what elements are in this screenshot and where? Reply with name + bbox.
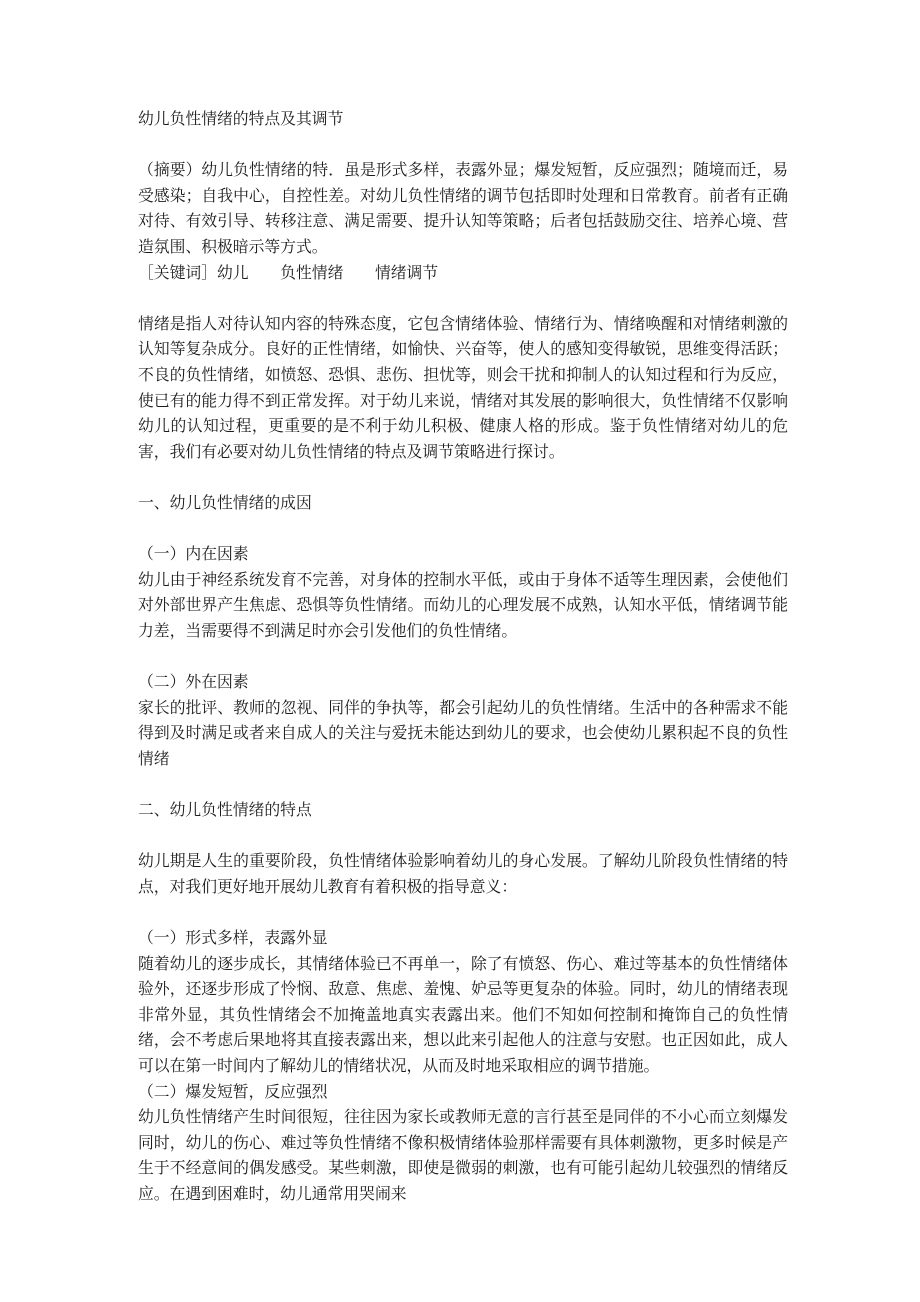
subsection-heading-external: （二）外在因素 <box>138 672 249 692</box>
spacer <box>138 823 788 849</box>
spacer <box>138 464 788 490</box>
section-heading-features: 二、幼儿负性情绪的特点 <box>138 800 312 820</box>
spacer <box>138 771 788 797</box>
subsection-text-diverse: 随着幼儿的逐步成长，其情绪体验已不再单一，除了有愤怒、伤心、难过等基本的负性情绪体验外，还逐步形成了怜悯、敌意、焦虑、羞愧、妒忌等更复杂的体验。同时，幼儿的情绪表现非常外显，其负性情绪会不加掩盖地真实表露出来。他们不知如何控制和掩饰自己的负性情绪，会不考虑后果地将其直接表露出来，想以此来引起他人的注意与安慰。也正因如此，成人可以在第一时间内了解幼儿的情绪状况，从而及时地采取相应的调节措施。 <box>138 953 788 1075</box>
document-page <box>138 106 788 1207</box>
keywords-line: ［关键词］幼儿 负性情绪 情绪调节 <box>138 262 439 282</box>
abstract-paragraph: （摘要）幼儿负性情绪的特．虽是形式多样，表露外显；爆发短暂，反应强烈；随境而迁，易受感染；自我中心，自控性差。对幼儿负性情绪的调节包括即时处理和日常教育。前者有正确对待、有效引导、转移注意、满足需要、提升认知等策略；后者包括鼓励交往、培养心境、营造氛围、积极暗示等方式。 <box>138 160 788 256</box>
subsection-text-external: 家长的批评、教师的忽视、同伴的争执等，都会引起幼儿的负性情绪。生活中的各种需求不能得到及时满足或者来自成人的关注与爱抚未能达到幼儿的要求，也会使幼儿累积起不良的负性情绪 <box>138 697 788 768</box>
subsection-heading-diverse: （一）形式多样，表露外显 <box>138 928 328 947</box>
subsection-text-internal: 幼儿由于神经系统发育不完善，对身体的控制水平低，或由于身体不适等生理因素，会使他们对外部世界产生焦虑、恐惧等负性情绪。而幼儿的心理发展不成熟，认知水平低，情绪调节能力差，当需要得不到满足时亦会引发他们的负性情绪。 <box>138 569 788 640</box>
spacer <box>138 899 788 925</box>
spacer <box>138 643 788 669</box>
spacer <box>138 516 788 542</box>
subsection-text-burst: 幼儿负性情绪产生时间很短，往往因为家长或教师无意的言行甚至是同伴的不小心而立刻爆发同时，幼儿的伤心、难过等负性情绪不像积极情绪体验那样需要有具体刺激物，更多时候是产生于不经意间的偶发感受。某些刺激，即使是微弱的刺激，也有可能引起幼儿较强烈的情绪反应。在遇到困难时，幼儿通常用哭闹来 <box>138 1107 788 1203</box>
section-heading-causes: 一、幼儿负性情绪的成因 <box>138 492 312 512</box>
subsection-heading-burst: （二）爆发短暂，反应强烈 <box>138 1081 328 1101</box>
spacer <box>138 132 788 158</box>
intro-paragraph: 情绪是指人对待认知内容的特殊态度，它包含情绪体验、情绪行为、情绪唤醒和对情绪刺激的认知等复杂成分。良好的正性情绪，如愉快、兴奋等，使人的感知变得敏锐，思维变得活跃；不良的负性情绪，如愤怒、恐惧、悲伤、担忧等，则会干扰和抑制人的认知过程和行为反应，使已有的能力得不到正常发挥。对于幼儿来说，情绪对其发展的影响很大，负性情绪不仅影响幼儿的认知过程，更重要的是不利于幼儿积极、健康人格的形成。鉴于负性情绪对幼儿的危害，我们有必要对幼儿负性情绪的特点及调节策略进行探讨。 <box>138 313 788 461</box>
subsection-heading-internal: （一）内在因素 <box>138 544 249 564</box>
section-intro-features: 幼儿期是人生的重要阶段，负性情绪体验影响着幼儿的身心发展。了解幼儿阶段负性情绪的特点，对我们更好地开展幼儿教育有着积极的指导意义： <box>138 851 788 896</box>
spacer <box>138 285 788 311</box>
document-title: 幼儿负性情绪的特点及其调节 <box>138 109 344 128</box>
